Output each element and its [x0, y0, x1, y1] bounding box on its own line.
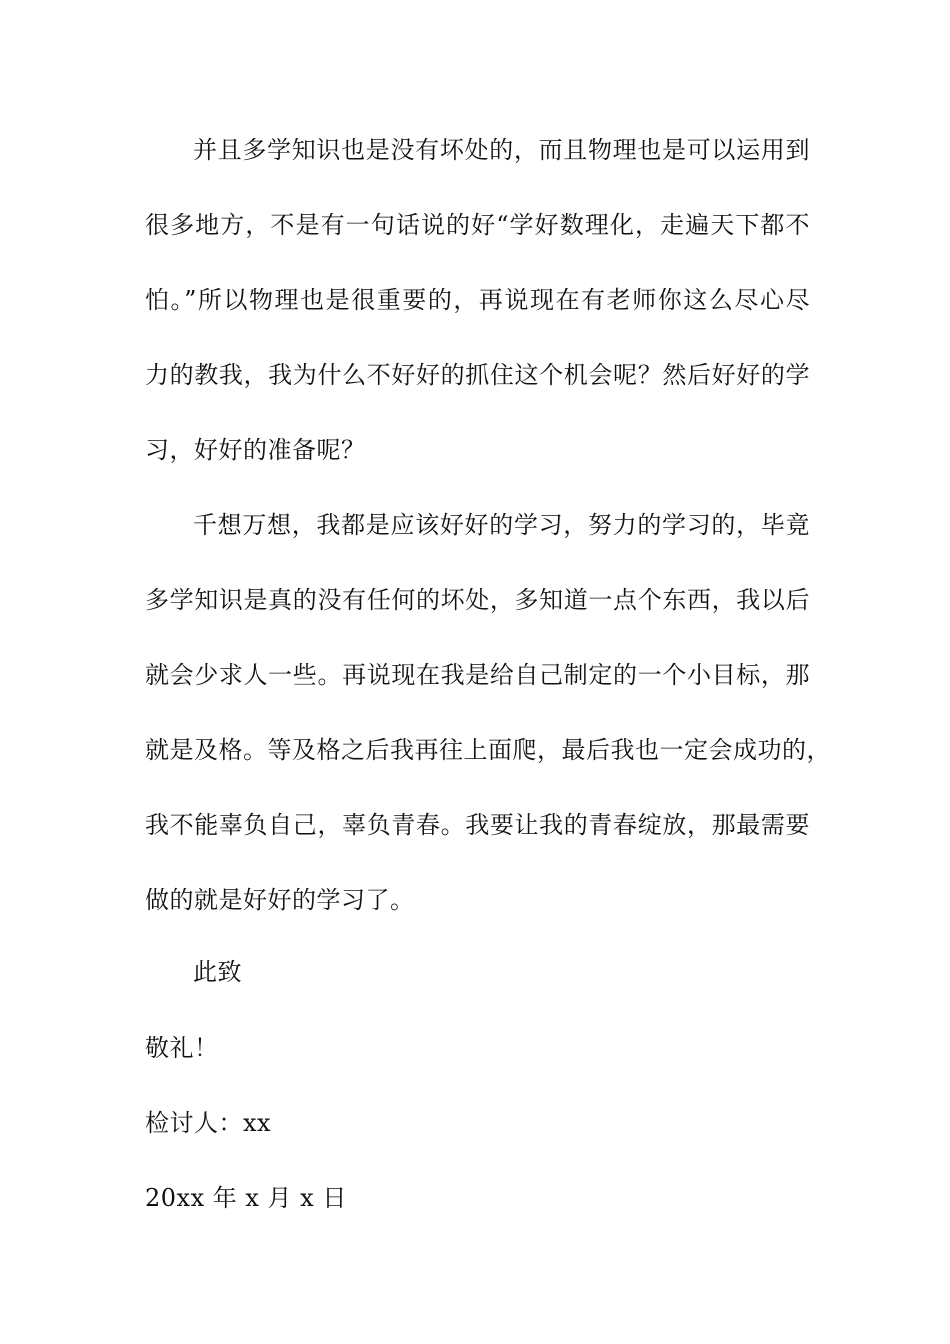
paragraph-line: 做的就是好好的学习了。 — [145, 886, 415, 914]
signer-line: 检讨人：xx — [145, 1109, 272, 1137]
paragraph-line: 我不能辜负自己，辜负青春。我要让我的青春绽放，那最需要 — [145, 811, 810, 839]
closing-phrase: 此致 — [193, 958, 242, 986]
paragraph-line: 就会少求人一些。再说现在我是给自己制定的一个小目标，那 — [145, 661, 810, 689]
paragraph-2 — [145, 488, 831, 938]
paragraph-line: 很多地方，不是有一句话说的好“学好数理化，走遍天下都不 — [145, 211, 810, 239]
paragraph-line: 力的教我，我为什么不好好的抓住这个机会呢？然后好好的学 — [145, 361, 810, 389]
paragraph-line: 多学知识是真的没有任何的坏处，多知道一点个东西，我以后 — [145, 586, 810, 614]
paragraph-line: 千想万想，我都是应该好好的学习，努力的学习的，毕竟 — [193, 511, 810, 539]
paragraph-line: 习，好好的准备呢？ — [145, 436, 366, 464]
paragraph-line: 并且多学知识也是没有坏处的，而且物理也是可以运用到 — [193, 136, 810, 164]
date-line: 20xx 年 x 月 x 日 — [145, 1184, 347, 1212]
paragraph-1 — [145, 113, 810, 488]
paragraph-line: 怕。”所以物理也是很重要的，再说现在有老师你这么尽心尽 — [145, 286, 810, 314]
paragraph-line: 就是及格。等及格之后我再往上面爬，最后我也一定会成功的， — [145, 736, 831, 764]
regards-phrase: 敬礼！ — [145, 1034, 219, 1062]
